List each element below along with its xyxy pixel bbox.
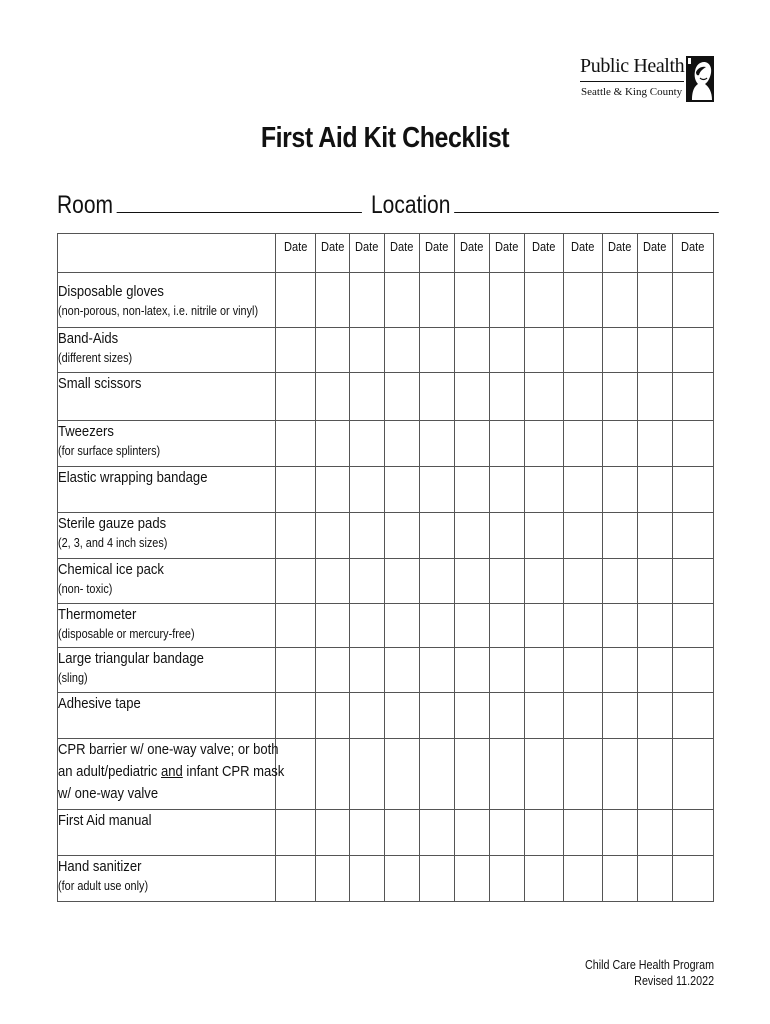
date-check-cell[interactable]: [525, 739, 564, 810]
date-check-cell[interactable]: [420, 467, 455, 513]
date-check-cell[interactable]: [316, 810, 350, 856]
table-row: [58, 604, 714, 648]
logo-title: Public Health: [580, 55, 685, 77]
date-check-cell[interactable]: [603, 648, 638, 693]
date-header: Date: [316, 234, 350, 273]
date-check-cell[interactable]: [350, 810, 385, 856]
date-check-cell[interactable]: [673, 648, 714, 693]
date-check-cell[interactable]: [638, 273, 673, 328]
logo-subtitle: Seattle & King County: [581, 86, 683, 98]
date-check-cell[interactable]: [525, 810, 564, 856]
item-cell: [58, 467, 276, 513]
underlined-word: and: [161, 763, 183, 780]
item-cell: [58, 810, 276, 856]
item-note: (for surface splinters): [58, 444, 161, 458]
date-check-cell[interactable]: [638, 856, 673, 902]
date-check-cell[interactable]: [525, 559, 564, 604]
date-check-cell[interactable]: [385, 328, 420, 373]
date-check-cell[interactable]: [564, 810, 603, 856]
date-check-cell[interactable]: [455, 693, 490, 739]
checklist-table: [57, 233, 714, 902]
header-row: [58, 234, 714, 273]
date-check-cell[interactable]: [638, 693, 673, 739]
date-check-cell[interactable]: [490, 648, 525, 693]
date-check-cell[interactable]: [316, 604, 350, 648]
date-check-cell[interactable]: [455, 856, 490, 902]
date-check-cell[interactable]: [564, 328, 603, 373]
date-check-cell[interactable]: [490, 421, 525, 467]
date-check-cell[interactable]: [603, 693, 638, 739]
item-cell: [58, 328, 276, 373]
date-check-cell[interactable]: [525, 467, 564, 513]
table-row: [58, 273, 714, 328]
date-check-cell[interactable]: [455, 467, 490, 513]
table-row: [58, 810, 714, 856]
item-name-line: w/ one-way valve: [58, 785, 159, 802]
table-row: [58, 513, 714, 559]
date-check-cell[interactable]: [603, 604, 638, 648]
date-header: Date: [525, 234, 564, 273]
date-check-cell[interactable]: [276, 328, 316, 373]
date-check-cell[interactable]: [564, 559, 603, 604]
date-check-cell[interactable]: [276, 856, 316, 902]
date-check-cell[interactable]: [564, 273, 603, 328]
date-check-cell[interactable]: [316, 513, 350, 559]
date-check-cell[interactable]: [525, 856, 564, 902]
date-check-cell[interactable]: [638, 373, 673, 421]
date-check-cell[interactable]: [316, 328, 350, 373]
date-check-cell[interactable]: [276, 513, 316, 559]
item-name: Elastic wrapping bandage: [58, 469, 208, 486]
item-name: Thermometer: [58, 606, 137, 623]
date-check-cell[interactable]: [490, 559, 525, 604]
date-header: Date: [420, 234, 455, 273]
date-check-cell[interactable]: [420, 373, 455, 421]
date-check-cell[interactable]: [455, 604, 490, 648]
date-check-cell[interactable]: [385, 467, 420, 513]
date-check-cell[interactable]: [276, 559, 316, 604]
date-check-cell[interactable]: [350, 559, 385, 604]
date-check-cell[interactable]: [276, 693, 316, 739]
date-check-cell[interactable]: [490, 739, 525, 810]
item-cell: [58, 559, 276, 604]
item-note: (sling): [58, 671, 88, 685]
table-row: [58, 856, 714, 902]
table-row: [58, 648, 714, 693]
date-header: Date: [455, 234, 490, 273]
date-check-cell[interactable]: [603, 328, 638, 373]
date-check-cell[interactable]: [350, 373, 385, 421]
date-check-cell[interactable]: [525, 421, 564, 467]
date-check-cell[interactable]: [420, 513, 455, 559]
date-check-cell[interactable]: [525, 273, 564, 328]
date-check-cell[interactable]: [564, 856, 603, 902]
logo-rule: [580, 81, 684, 82]
date-check-cell[interactable]: [525, 373, 564, 421]
date-check-cell[interactable]: [638, 739, 673, 810]
item-cell: [58, 856, 276, 902]
table-row: [58, 559, 714, 604]
date-check-cell[interactable]: [350, 467, 385, 513]
table-row: [58, 739, 714, 810]
date-check-cell[interactable]: [673, 273, 714, 328]
date-check-cell[interactable]: [350, 604, 385, 648]
location-label: Location: [371, 191, 451, 219]
date-check-cell[interactable]: [385, 559, 420, 604]
date-check-cell[interactable]: [603, 421, 638, 467]
date-check-cell[interactable]: [276, 273, 316, 328]
date-check-cell[interactable]: [490, 328, 525, 373]
date-check-cell[interactable]: [420, 648, 455, 693]
date-check-cell[interactable]: [350, 513, 385, 559]
date-check-cell[interactable]: [673, 739, 714, 810]
date-check-cell[interactable]: [603, 810, 638, 856]
item-name-line: an adult/pediatric and infant CPR mask: [58, 763, 285, 780]
date-check-cell[interactable]: [385, 739, 420, 810]
room-label: Room: [57, 191, 114, 219]
date-check-cell[interactable]: [455, 373, 490, 421]
date-check-cell[interactable]: [603, 559, 638, 604]
date-check-cell[interactable]: [276, 810, 316, 856]
date-check-cell[interactable]: [420, 604, 455, 648]
date-check-cell[interactable]: [276, 421, 316, 467]
date-check-cell[interactable]: [350, 273, 385, 328]
date-check-cell[interactable]: [673, 604, 714, 648]
date-header: Date: [673, 234, 714, 273]
date-check-cell[interactable]: [490, 856, 525, 902]
date-check-cell[interactable]: [350, 693, 385, 739]
date-check-cell[interactable]: [603, 513, 638, 559]
date-check-cell[interactable]: [420, 273, 455, 328]
date-check-cell[interactable]: [564, 421, 603, 467]
footer-revised: Revised 11.2022: [634, 974, 714, 988]
date-check-cell[interactable]: [673, 693, 714, 739]
date-check-cell[interactable]: [603, 273, 638, 328]
footer: [585, 957, 714, 989]
date-check-cell[interactable]: [385, 604, 420, 648]
date-check-cell[interactable]: [603, 373, 638, 421]
date-check-cell[interactable]: [490, 693, 525, 739]
date-check-cell[interactable]: [350, 328, 385, 373]
location-field: [371, 188, 718, 220]
date-check-cell[interactable]: [276, 467, 316, 513]
date-check-cell[interactable]: [638, 421, 673, 467]
date-check-cell[interactable]: [385, 513, 420, 559]
date-check-cell[interactable]: [316, 421, 350, 467]
date-check-cell[interactable]: [316, 559, 350, 604]
date-check-cell[interactable]: [525, 648, 564, 693]
date-check-cell[interactable]: [673, 856, 714, 902]
date-check-cell[interactable]: [490, 373, 525, 421]
date-check-cell[interactable]: [638, 559, 673, 604]
item-name: Large triangular bandage: [58, 650, 204, 667]
location-blank-line[interactable]: [454, 188, 719, 213]
date-check-cell[interactable]: [455, 273, 490, 328]
date-header: Date: [603, 234, 638, 273]
item-name: CPR barrier w/ one-way valve; or both: [58, 741, 279, 758]
date-check-cell[interactable]: [316, 856, 350, 902]
date-check-cell[interactable]: [603, 467, 638, 513]
item-cell: [58, 739, 285, 810]
portrait-logo-icon: [686, 56, 714, 102]
date-check-cell[interactable]: [564, 604, 603, 648]
item-name: Chemical ice pack: [58, 561, 164, 578]
date-check-cell[interactable]: [638, 604, 673, 648]
page-title: First Aid Kit Checklist: [260, 122, 510, 154]
item-cell: [58, 513, 276, 559]
item-note: (non- toxic): [58, 582, 113, 596]
date-check-cell[interactable]: [603, 739, 638, 810]
date-check-cell[interactable]: [490, 810, 525, 856]
date-check-cell[interactable]: [564, 739, 603, 810]
date-header: Date: [350, 234, 385, 273]
date-check-cell[interactable]: [564, 648, 603, 693]
item-cell: [58, 421, 276, 467]
item-header-cell: [58, 234, 276, 273]
date-check-cell[interactable]: [385, 648, 420, 693]
date-check-cell[interactable]: [276, 604, 316, 648]
date-check-cell[interactable]: [490, 467, 525, 513]
date-check-cell[interactable]: [420, 810, 455, 856]
item-name: Adhesive tape: [58, 695, 141, 712]
item-note: (disposable or mercury-free): [58, 627, 195, 641]
date-check-cell[interactable]: [564, 467, 603, 513]
table-row: [58, 373, 714, 421]
date-check-cell[interactable]: [455, 648, 490, 693]
date-check-cell[interactable]: [673, 373, 714, 421]
date-check-cell[interactable]: [455, 739, 490, 810]
date-check-cell[interactable]: [564, 373, 603, 421]
date-check-cell[interactable]: [673, 559, 714, 604]
date-check-cell[interactable]: [385, 810, 420, 856]
date-check-cell[interactable]: [673, 467, 714, 513]
date-check-cell[interactable]: [385, 693, 420, 739]
date-check-cell[interactable]: [316, 467, 350, 513]
item-cell: [58, 693, 276, 739]
date-check-cell[interactable]: [603, 856, 638, 902]
room-blank-line[interactable]: [116, 188, 361, 213]
date-check-cell[interactable]: [525, 328, 564, 373]
date-header: Date: [385, 234, 420, 273]
item-cell: [58, 373, 276, 421]
date-check-cell[interactable]: [385, 421, 420, 467]
date-check-cell[interactable]: [350, 856, 385, 902]
date-header: Date: [276, 234, 316, 273]
date-check-cell[interactable]: [673, 810, 714, 856]
item-name: Disposable gloves: [58, 283, 164, 300]
date-check-cell[interactable]: [420, 856, 455, 902]
date-check-cell[interactable]: [638, 513, 673, 559]
date-check-cell[interactable]: [525, 513, 564, 559]
item-note: (for adult use only): [58, 879, 149, 893]
date-check-cell[interactable]: [673, 421, 714, 467]
date-check-cell[interactable]: [490, 513, 525, 559]
date-check-cell[interactable]: [350, 648, 385, 693]
date-check-cell[interactable]: [316, 273, 350, 328]
item-name: Tweezers: [58, 423, 114, 440]
item-name: Band-Aids: [58, 330, 119, 347]
date-check-cell[interactable]: [420, 328, 455, 373]
date-check-cell[interactable]: [420, 421, 455, 467]
table-row: [58, 693, 714, 739]
date-check-cell[interactable]: [455, 421, 490, 467]
item-cell: [58, 604, 276, 648]
date-check-cell[interactable]: [673, 513, 714, 559]
date-check-cell[interactable]: [385, 856, 420, 902]
item-name: First Aid manual: [58, 812, 152, 829]
public-health-logo: [580, 54, 714, 102]
item-note: (non-porous, non-latex, i.e. nitrile or vinyl): [58, 304, 259, 318]
date-check-cell[interactable]: [276, 648, 316, 693]
date-check-cell[interactable]: [638, 810, 673, 856]
date-header: Date: [490, 234, 525, 273]
date-check-cell[interactable]: [385, 273, 420, 328]
date-check-cell[interactable]: [316, 739, 350, 810]
item-cell: [58, 273, 276, 328]
room-field: [57, 188, 362, 220]
date-check-cell[interactable]: [455, 513, 490, 559]
date-check-cell[interactable]: [350, 421, 385, 467]
date-check-cell[interactable]: [276, 373, 316, 421]
date-check-cell[interactable]: [638, 328, 673, 373]
date-check-cell[interactable]: [673, 328, 714, 373]
item-cell: [58, 648, 276, 693]
date-check-cell[interactable]: [420, 739, 455, 810]
date-check-cell[interactable]: [525, 693, 564, 739]
item-note: (2, 3, and 4 inch sizes): [58, 536, 168, 550]
date-check-cell[interactable]: [638, 648, 673, 693]
date-check-cell[interactable]: [564, 513, 603, 559]
item-name: Sterile gauze pads: [58, 515, 167, 532]
date-check-cell[interactable]: [316, 373, 350, 421]
date-header: Date: [564, 234, 603, 273]
date-check-cell[interactable]: [525, 604, 564, 648]
item-note: (different sizes): [58, 351, 133, 365]
table-row: [58, 467, 714, 513]
date-check-cell[interactable]: [490, 273, 525, 328]
footer-program: Child Care Health Program: [584, 958, 714, 972]
date-check-cell[interactable]: [350, 739, 385, 810]
date-check-cell[interactable]: [420, 559, 455, 604]
table-row: [58, 328, 714, 373]
table-row: [58, 421, 714, 467]
date-check-cell[interactable]: [316, 693, 350, 739]
date-check-cell[interactable]: [564, 693, 603, 739]
item-name: Hand sanitizer: [58, 858, 142, 875]
date-check-cell[interactable]: [455, 810, 490, 856]
date-check-cell[interactable]: [455, 559, 490, 604]
date-check-cell[interactable]: [638, 467, 673, 513]
date-check-cell[interactable]: [455, 328, 490, 373]
date-check-cell[interactable]: [490, 604, 525, 648]
date-check-cell[interactable]: [385, 373, 420, 421]
date-check-cell[interactable]: [316, 648, 350, 693]
item-name: Small scissors: [58, 375, 142, 392]
date-check-cell[interactable]: [420, 693, 455, 739]
date-header: Date: [638, 234, 673, 273]
